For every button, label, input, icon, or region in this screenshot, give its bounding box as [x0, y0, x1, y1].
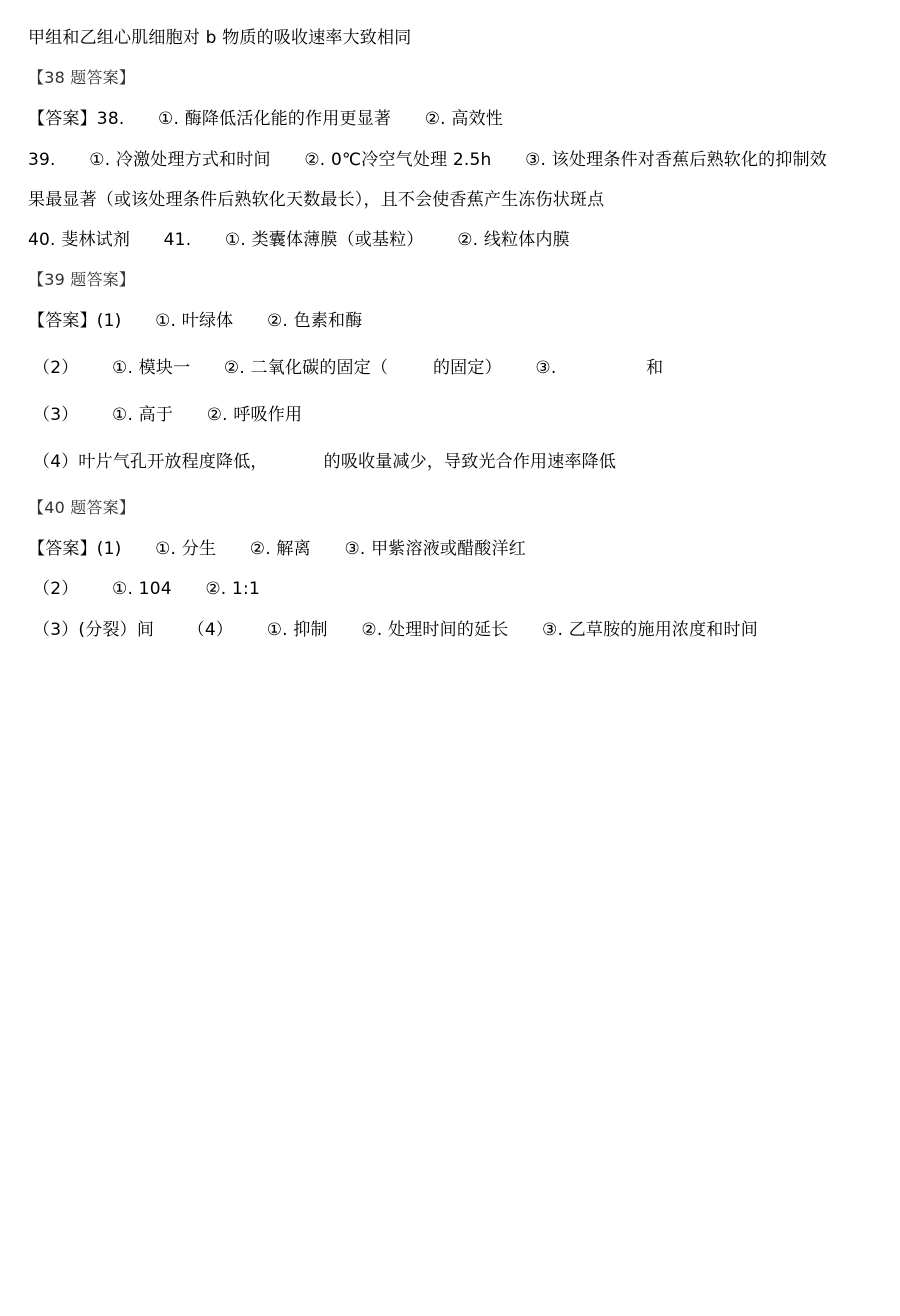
- answer-39-part-1: 【答案】(1) ①. 叶绿体 ②. 色素和酶: [28, 311, 363, 331]
- answer-40-part-3-4: （3）(分裂）间 （4） ①. 抑制 ②. 处理时间的延长 ③. 乙草胺的施用浓度和时间: [33, 620, 758, 640]
- answer-39-part-3: （3） ①. 高于 ②. 呼吸作用: [33, 405, 303, 425]
- text-line-1: 甲组和乙组心肌细胞对 b 物质的吸收速率大致相同: [28, 28, 412, 48]
- answer-39-part-2: （2） ①. 模块一 ②. 二氧化碳的固定（ 的固定） ③. 和: [33, 358, 664, 378]
- answer-40-part-2: （2） ①. 104 ②. 1:1: [33, 579, 260, 599]
- answer-39-part-4: （4）叶片气孔开放程度降低， 的吸收量减少，导致光合作用速率降低: [33, 452, 617, 472]
- answer-38: 【答案】38. ①. 酶降低活化能的作用更显著 ②. 高效性: [28, 109, 503, 129]
- answer-39-line-2: 果最显著（或该处理条件后熟软化天数最长），且不会使香蕉产生冻伤状斑点: [28, 190, 605, 210]
- answer-39-line-1: 39. ①. 冷激处理方式和时间 ②. 0℃冷空气处理 2.5h ③. 该处理条件对香蕉后熟软化的抑制效: [28, 150, 827, 170]
- section-heading-40: 【40 题答案】: [28, 498, 136, 517]
- answer-40-41: 40. 斐林试剂 41. ①. 类囊体薄膜（或基粒） ②. 线粒体内膜: [28, 230, 570, 250]
- section-heading-39: 【39 题答案】: [28, 270, 136, 289]
- answer-40-part-1: 【答案】(1) ①. 分生 ②. 解离 ③. 甲紫溶液或醋酸洋红: [28, 539, 526, 559]
- section-heading-38: 【38 题答案】: [28, 68, 136, 87]
